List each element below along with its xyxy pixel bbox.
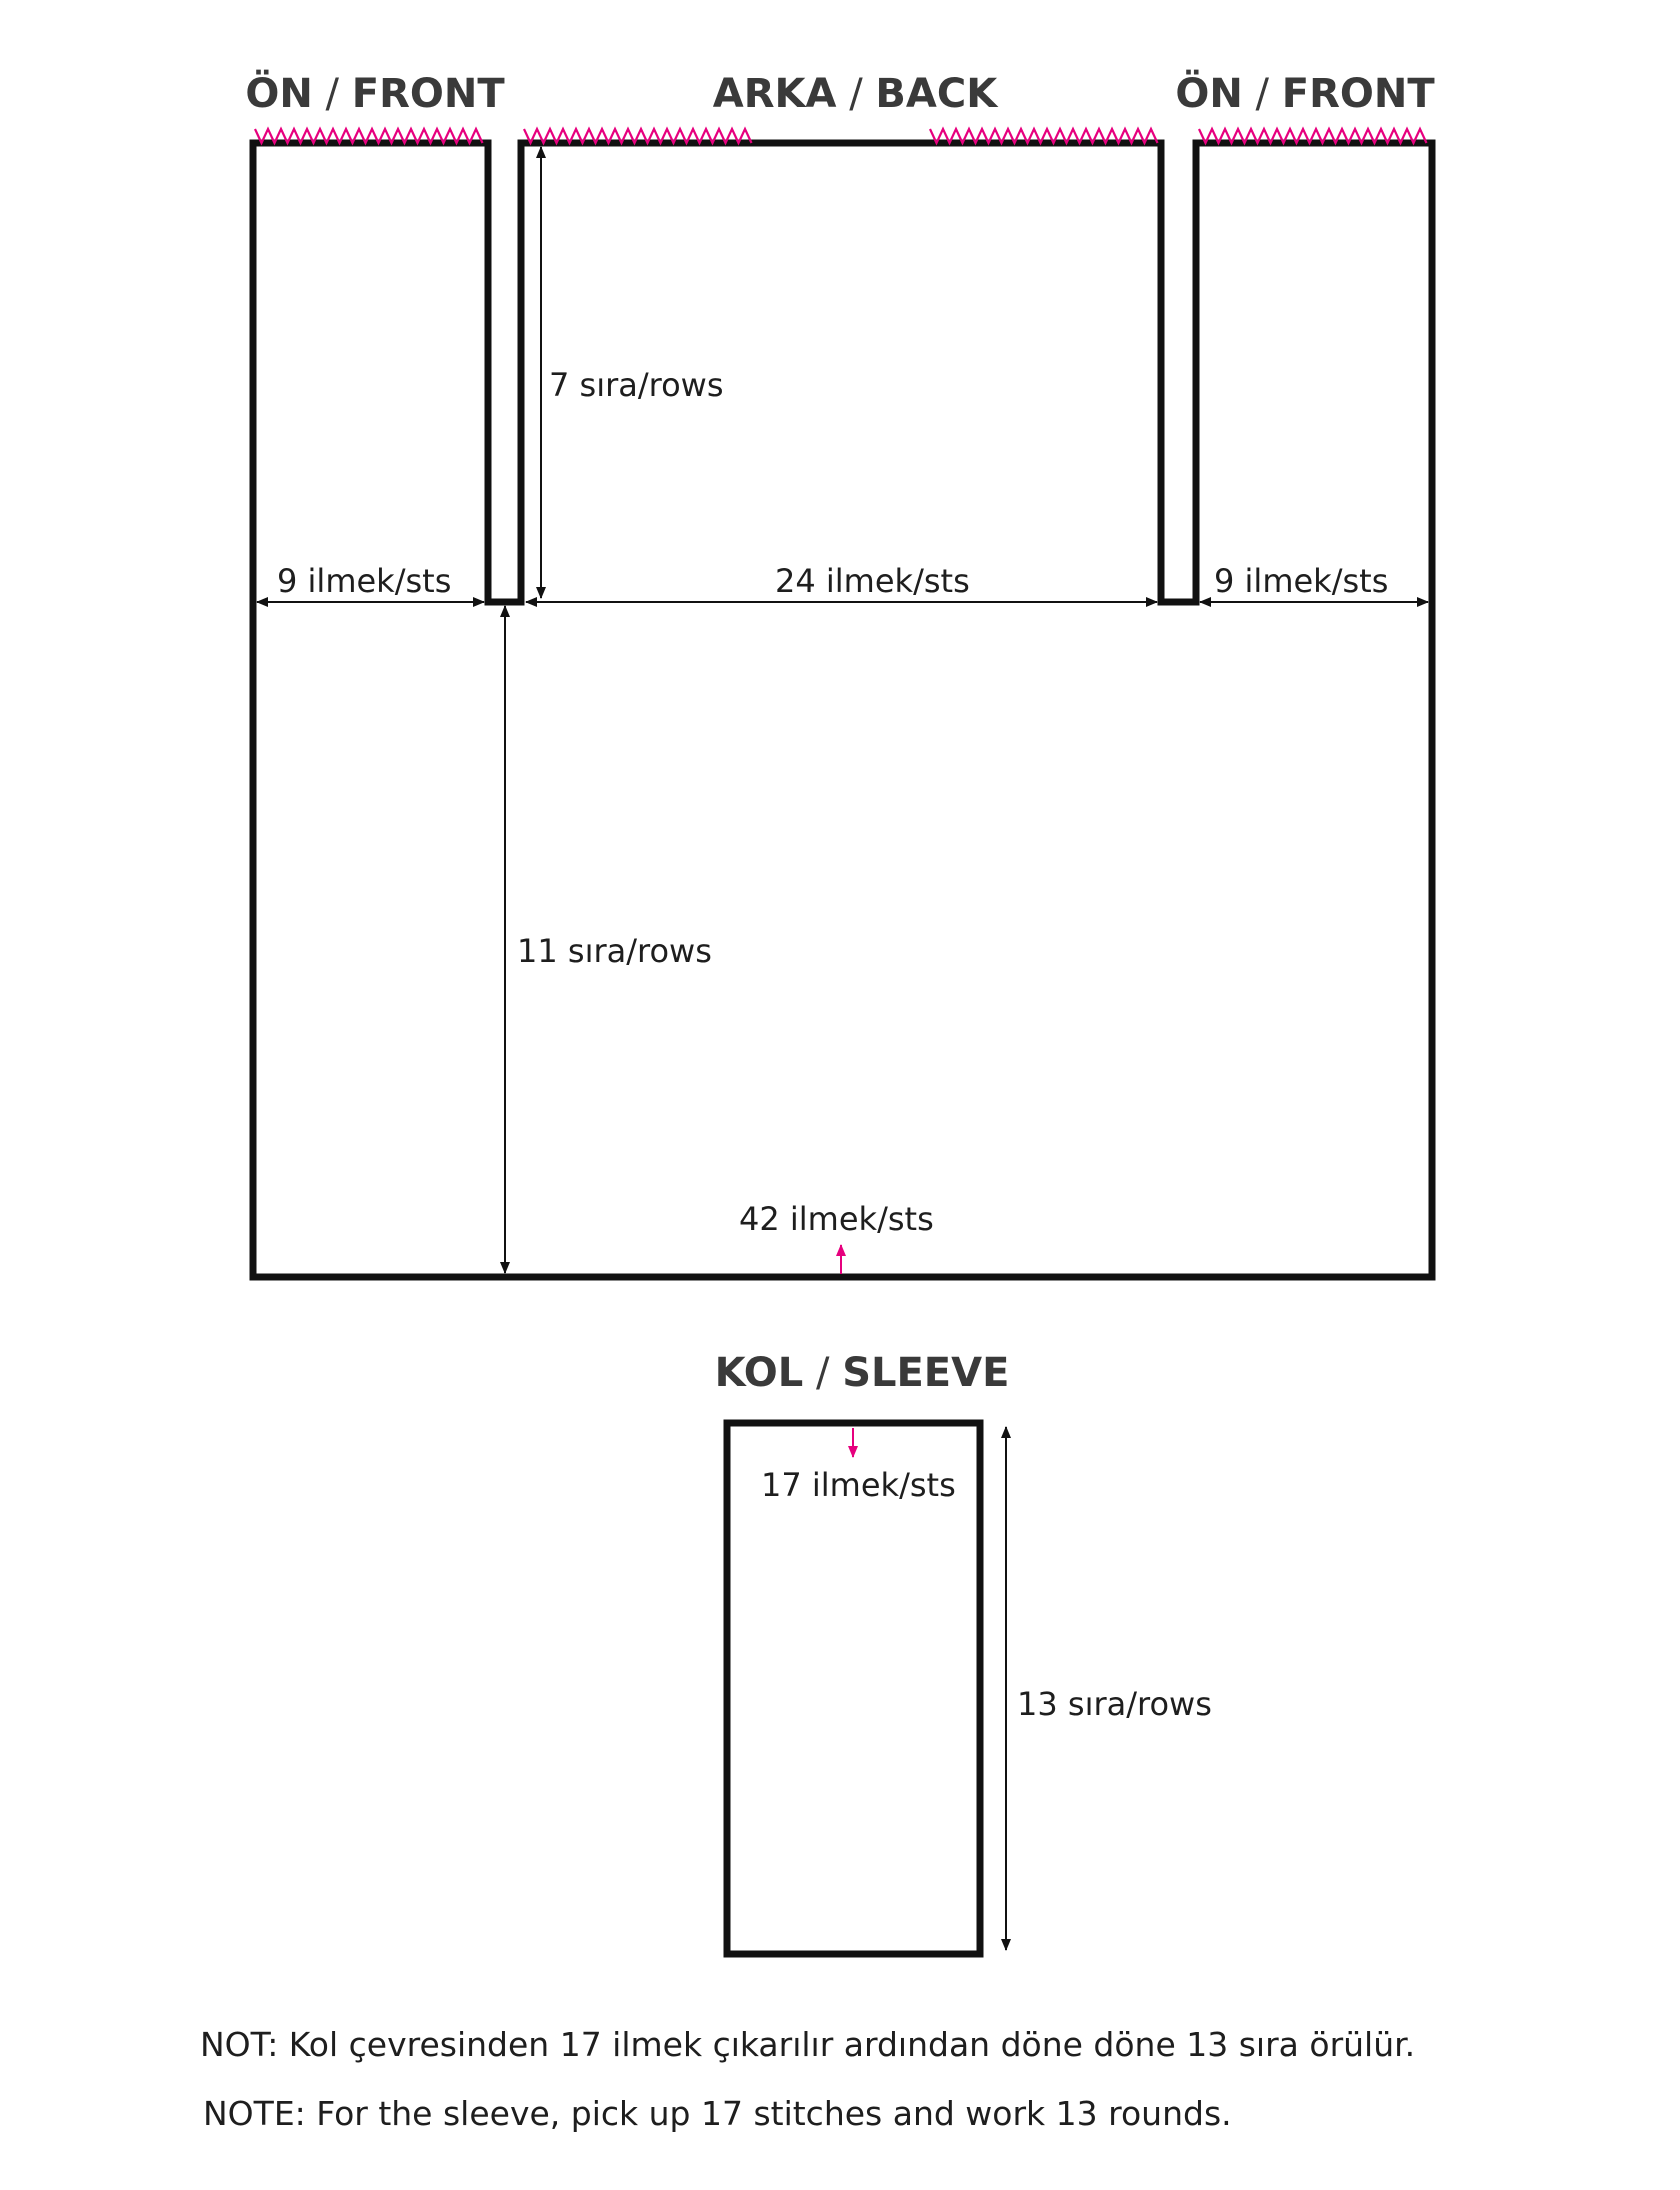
label-sleeve-start: 17 ilmek/sts [761,1466,956,1504]
note-turkish: NOT: Kol çevresinden 17 ilmek çıkarılır ardından döne döne 13 sıra örülür. [200,2025,1416,2064]
label-sleeve-height: 13 sıra/rows [1017,1685,1212,1723]
title-sleeve: KOL / SLEEVE [714,1350,1010,1396]
body-outline [253,143,1432,1277]
label-armhole-height: 7 sıra/rows [549,366,724,404]
title-front-right: ÖN / FRONT [1175,71,1435,117]
label-back-width: 24 ilmek/sts [775,562,970,600]
note-english: NOTE: For the sleeve, pick up 17 stitches and work 13 rounds. [203,2094,1232,2133]
title-front-left: ÖN / FRONT [245,71,505,117]
label-body-height: 11 sıra/rows [517,932,712,970]
label-front-left-width: 9 ilmek/sts [277,562,452,600]
label-body-start: 42 ilmek/sts [739,1200,934,1238]
label-front-right-width: 9 ilmek/sts [1214,562,1389,600]
title-back: ARKA / BACK [712,71,998,117]
